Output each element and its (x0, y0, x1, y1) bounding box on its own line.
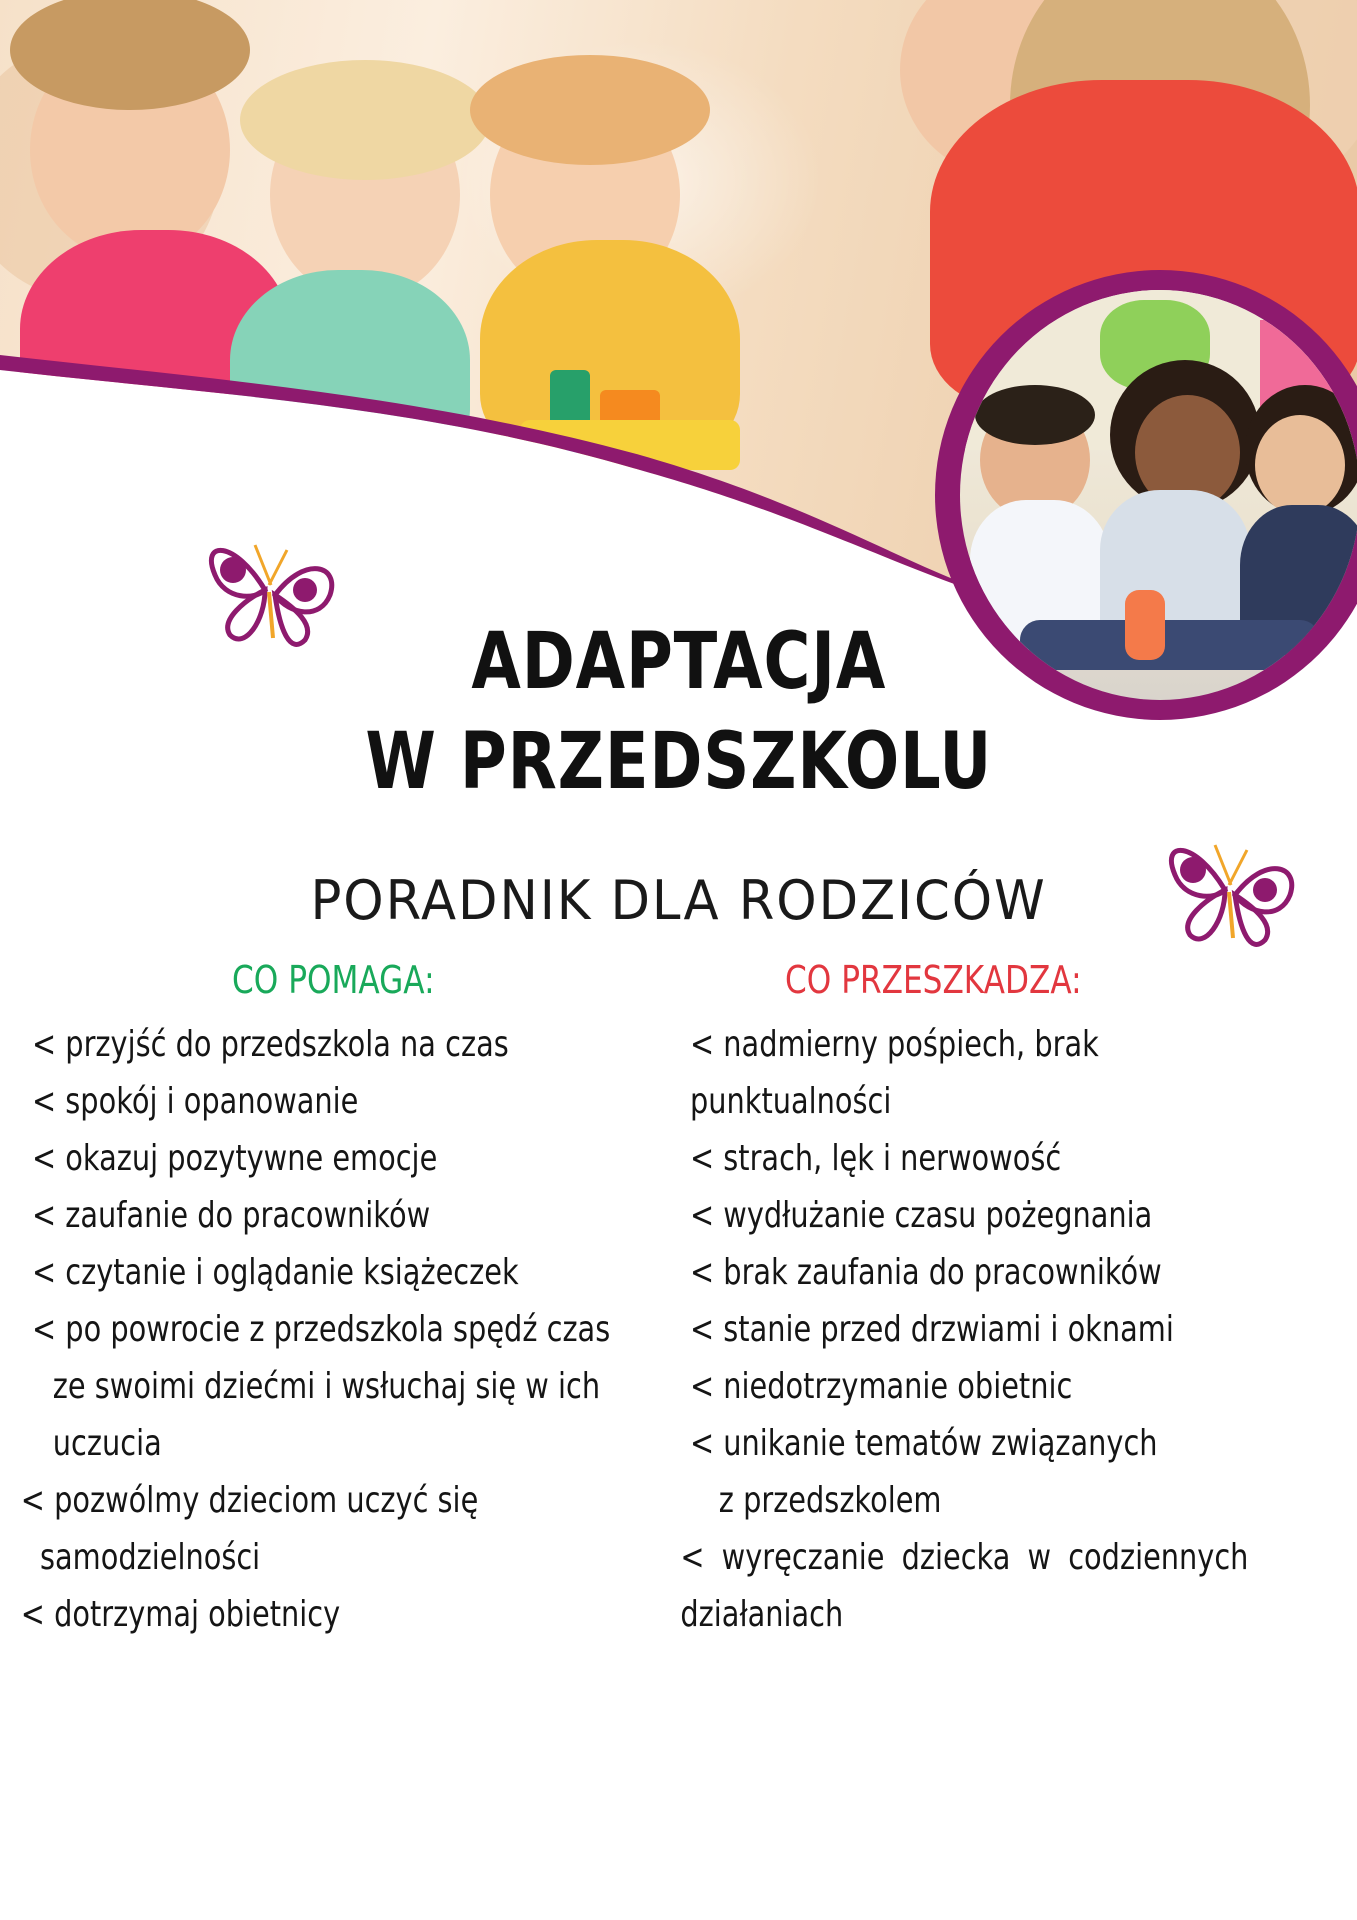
list-item: < unikanie tematów związanych (690, 1423, 1158, 1464)
list-item: < brak zaufania do pracowników (690, 1252, 1162, 1293)
title-line-2: W PRZEDSZKOLU (365, 717, 993, 807)
hinders-list (680, 1016, 1346, 1643)
list-item: < wydłużanie czasu pożegnania (690, 1195, 1153, 1236)
list-item: < po powrocie z przedszkola spędź czas (32, 1309, 611, 1350)
list-item: uczucia (52, 1423, 162, 1464)
title-line-1: ADAPTACJA (471, 617, 887, 707)
helps-heading: CO POMAGA: (232, 958, 435, 1002)
list-item: < dotrzymaj obietnicy (20, 1594, 341, 1635)
subtitle: PORADNIK DLA RODZICÓW (310, 869, 1047, 932)
list-item: < strach, lęk i nerwowość (690, 1138, 1062, 1179)
list-item: < zaufanie do pracowników (32, 1195, 431, 1236)
list-item: < niedotrzymanie obietnic (690, 1366, 1073, 1407)
list-item: < okazuj pozytywne emocje (32, 1138, 438, 1179)
list-item: działaniach (680, 1594, 844, 1635)
list-item: < czytanie i oglądanie książeczek (32, 1252, 519, 1293)
list-item: < stanie przed drzwiami i oknami (690, 1309, 1174, 1350)
list-item: punktualności (690, 1081, 892, 1122)
list-item: < przyjść do przedszkola na czas (32, 1024, 509, 1065)
list-item: < spokój i opanowanie (32, 1081, 359, 1122)
list-item: < pozwólmy dzieciom uczyć się (20, 1480, 479, 1521)
list-item: samodzielności (40, 1537, 261, 1578)
hinders-heading: CO PRZESZKADZA: (785, 958, 1082, 1002)
list-item: < wyręczanie dziecka w codziennych (680, 1537, 1249, 1578)
helps-list (20, 1016, 640, 1643)
page-title (122, 612, 1235, 812)
list-item: z przedszkolem (718, 1480, 942, 1521)
list-item: < nadmierny pośpiech, brak (690, 1024, 1099, 1065)
list-item: ze swoimi dziećmi i wsłuchaj się w ich (52, 1366, 601, 1407)
